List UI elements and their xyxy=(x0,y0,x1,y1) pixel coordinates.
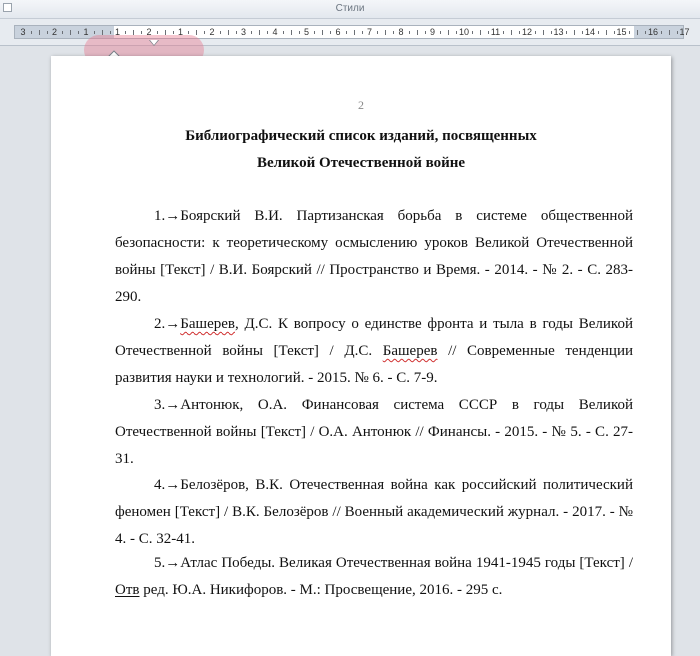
ruler-tick xyxy=(511,30,512,35)
ruler-tick xyxy=(472,31,473,34)
ruler-tick xyxy=(385,30,386,35)
ruler-tick xyxy=(551,31,552,34)
ruler-tick xyxy=(440,31,441,34)
ruler-tick xyxy=(70,30,71,35)
page-number: 2 xyxy=(358,98,364,112)
list-item[interactable] xyxy=(115,392,633,473)
list-number: 5.→ xyxy=(154,555,181,571)
ruler-tick xyxy=(267,31,268,34)
ruler-number: 2 xyxy=(209,27,215,37)
ruler-tick xyxy=(677,31,678,34)
ruler-tick xyxy=(456,31,457,34)
ruler-tick xyxy=(141,31,142,34)
ruler-tick xyxy=(425,31,426,34)
entry-text: ред. Ю.А. Никифоров. - М.: Просвещение, 2016. - 295 с. xyxy=(139,582,503,598)
list-item[interactable] xyxy=(115,311,633,392)
ruler-tick xyxy=(519,31,520,34)
ruler-tick xyxy=(220,31,221,34)
ruler-number: 4 xyxy=(272,27,278,37)
ruler-tick xyxy=(94,31,95,34)
ruler-tick xyxy=(661,31,662,34)
ruler-tick xyxy=(354,30,355,35)
ruler-tick xyxy=(574,30,575,35)
ruler-tick xyxy=(362,31,363,34)
ruler-tick xyxy=(598,31,599,34)
ruler-tick xyxy=(314,31,315,34)
ruler-tick xyxy=(488,31,489,34)
ruler-tick xyxy=(291,30,292,35)
ruler-number: 6 xyxy=(335,27,341,37)
entry-text: Антонюк, О.А. Финансовая система СССР в годы Великой Отечественной войны [Текст] / О.А. Антонюк // Финансы. - 2015. - № 5. - С. 27-31. xyxy=(115,397,633,467)
ruler-tick xyxy=(228,30,229,35)
ruler-number: 1 xyxy=(177,27,184,37)
ruler-number: 17 xyxy=(679,27,690,37)
ruler-tick xyxy=(448,30,449,35)
ruler-tick xyxy=(322,30,323,35)
ruler-number: 7 xyxy=(366,27,373,37)
entry-text: Атлас Победы. Великая Отечественная война 1941-1945 годы [Текст] / xyxy=(180,555,633,571)
ruler-tick xyxy=(417,30,418,35)
ruler-tick xyxy=(377,31,378,34)
ruler-number: 1 xyxy=(83,27,89,37)
underlined-text: Отв xyxy=(115,582,140,598)
ruler-tick xyxy=(480,30,481,35)
ruler-tick xyxy=(62,31,63,34)
ruler-tick xyxy=(669,30,670,35)
ruler-tick xyxy=(543,30,544,35)
ruler-number: 16 xyxy=(647,27,659,37)
ruler-number: 1 xyxy=(114,27,121,37)
list-number: 4.→ xyxy=(154,477,181,493)
document-page[interactable] xyxy=(51,56,671,656)
ruler-number: 10 xyxy=(458,27,470,37)
ruler-tick xyxy=(582,31,583,34)
ruler-tick xyxy=(629,31,630,34)
list-number: 1.→ xyxy=(154,208,181,224)
ruler-number: 5 xyxy=(303,27,310,37)
ruler-tick xyxy=(251,31,252,34)
ruler-number: 3 xyxy=(20,27,26,37)
ruler-number: 8 xyxy=(398,27,404,37)
ruler-number: 14 xyxy=(584,27,596,37)
ruler-number: 2 xyxy=(146,27,152,37)
ruler-tick xyxy=(330,31,331,34)
ruler-tick xyxy=(47,31,48,34)
list-item[interactable] xyxy=(115,472,633,553)
list-item[interactable] xyxy=(115,203,633,311)
entry-text: Белозёров, В.К. Отечественная война как российский политический феномен [Текст] / В.К. Белозёров // Военный академический журнал. - 2017. - № 4. - С. 32-41. xyxy=(115,477,633,547)
list-number: 3.→ xyxy=(154,397,181,413)
ruler-number: 3 xyxy=(240,27,247,37)
title-line-1: Библиографический список изданий, посвященных xyxy=(185,128,537,144)
spelling-error[interactable]: Башерев xyxy=(382,343,438,359)
ruler-tick xyxy=(204,31,205,34)
list-number: 2.→ xyxy=(154,316,181,332)
first-line-indent-marker[interactable] xyxy=(149,40,159,46)
ruler-tick xyxy=(236,31,237,34)
ruler-number: 15 xyxy=(616,27,627,37)
ruler-tick xyxy=(283,31,284,34)
ruler-tick xyxy=(157,31,158,34)
ruler-tick xyxy=(614,31,615,34)
ruler-tick xyxy=(637,30,638,35)
ruler-tick xyxy=(196,30,197,35)
ruler-tick xyxy=(39,30,40,35)
ruler-tick xyxy=(173,31,174,34)
ruler-tick xyxy=(31,31,32,34)
spelling-error[interactable]: Башерев xyxy=(180,316,235,332)
ruler-tick xyxy=(535,31,536,34)
ruler-number: 12 xyxy=(521,27,533,37)
ruler-tick xyxy=(606,30,607,35)
ruler-tick xyxy=(393,31,394,34)
ruler-tick xyxy=(125,31,126,34)
horizontal-ruler[interactable] xyxy=(0,19,700,46)
ruler-tick xyxy=(566,31,567,34)
ruler-tick xyxy=(259,30,260,35)
ruler-tick xyxy=(110,31,111,34)
entry-text: // Современные тенденции развития науки и технологий. - 2015. № 6. - С. 7-9. xyxy=(115,343,633,386)
ruler-tick xyxy=(78,31,79,34)
ruler-tick xyxy=(409,31,410,34)
ribbon-strip xyxy=(0,0,700,19)
entry-text: Боярский В.И. Партизанская борьба в системе общественной безопасности: к теоретическому осмыслению уроков Великой Отечественной войны [Текст] / В.И. Боярский // Пространство и Время. - 2014. - № 2. - С. 283-290. xyxy=(115,208,633,305)
list-item[interactable] xyxy=(115,550,633,604)
title-line-2: Великой Отечественной войне xyxy=(256,155,466,171)
ruler-number: 2 xyxy=(51,27,58,37)
ruler-number: 11 xyxy=(490,27,501,37)
ruler-tick xyxy=(346,31,347,34)
ruler-number: 9 xyxy=(429,27,436,37)
ruler-number: 13 xyxy=(553,27,564,37)
styles-group-label[interactable]: Стили xyxy=(335,3,365,14)
ruler-tick xyxy=(645,31,646,34)
entry-text: , Д.С. К вопросу о единстве фронта и тыла в годы Великой Отечественной войны [Текст] / Д.С. xyxy=(115,316,633,359)
ruler-tick xyxy=(188,31,189,34)
ruler-tick xyxy=(503,31,504,34)
ruler-tick xyxy=(299,31,300,34)
